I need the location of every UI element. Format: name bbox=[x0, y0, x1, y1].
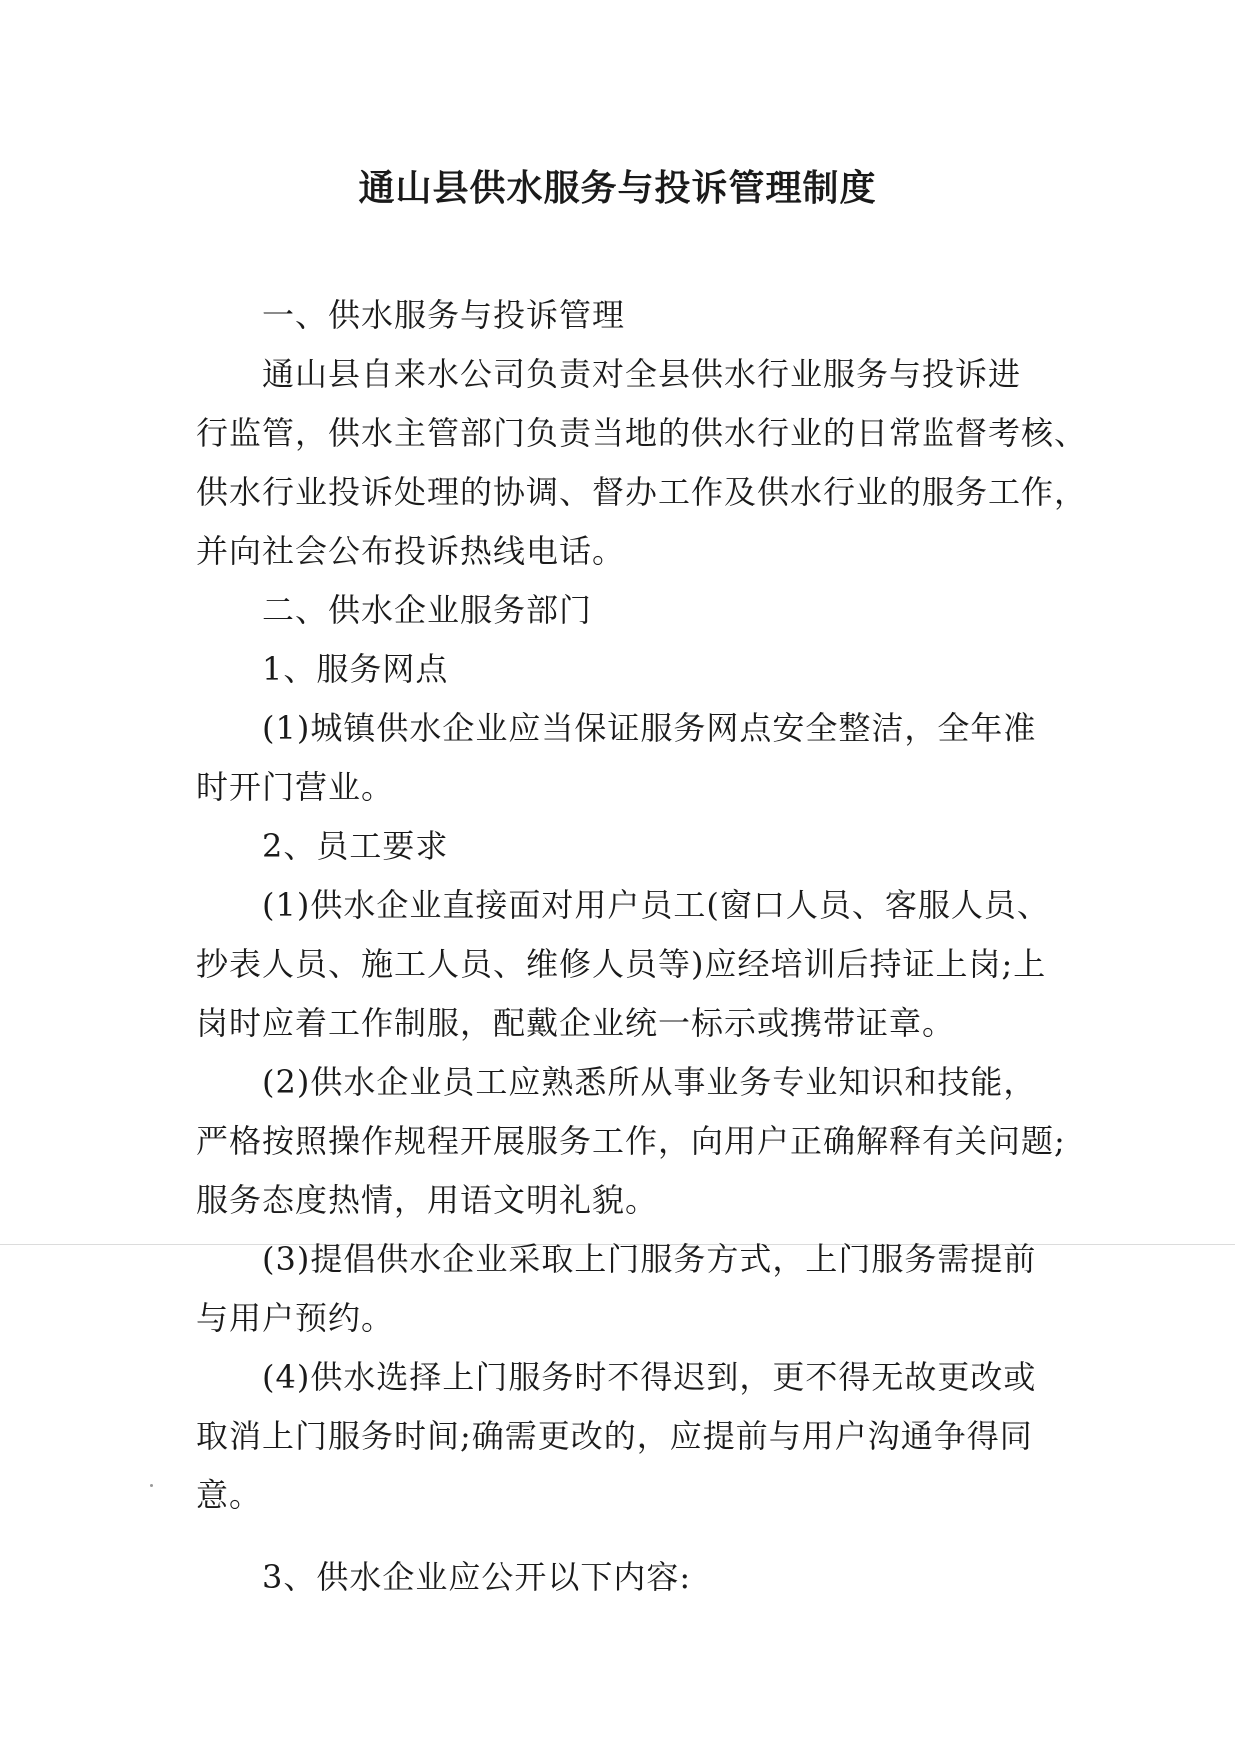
paragraph-line: (1)供水企业直接面对用户员工(窗口人员、客服人员、 bbox=[262, 886, 1050, 924]
paragraph-line: 岗时应着工作制服，配戴企业统一标示或携带证章。 bbox=[196, 1004, 956, 1042]
document-title: 通山县供水服务与投诉管理制度 bbox=[358, 167, 877, 209]
paragraph-line: 服务态度热情，用语文明礼貌。 bbox=[196, 1181, 659, 1219]
paragraph-line: 取消上门服务时间;确需更改的，应提前与用户沟通争得同 bbox=[196, 1417, 1033, 1455]
paragraph-line: 时开门营业。 bbox=[196, 768, 395, 806]
subheading-disclosure: 3、供水企业应公开以下内容: bbox=[262, 1558, 692, 1596]
paragraph-line: (1)城镇供水企业应当保证服务网点安全整洁，全年准 bbox=[262, 709, 1037, 747]
paragraph-line: 并向社会公布投诉热线电话。 bbox=[196, 532, 626, 570]
subheading-staff-requirements: 2、员工要求 bbox=[262, 827, 449, 865]
paragraph-line: 意。 bbox=[196, 1476, 263, 1514]
paragraph-line: 抄表人员、施工人员、维修人员等)应经培训后持证上岗;上 bbox=[196, 945, 1047, 983]
paragraph-line: 行监管，供水主管部门负责当地的供水行业的日常监督考核、 bbox=[196, 414, 1088, 452]
paragraph-line: 严格按照操作规程开展服务工作，向用户正确解释有关问题; bbox=[196, 1122, 1066, 1160]
paragraph-line: 供水行业投诉处理的协调、督办工作及供水行业的服务工作， bbox=[196, 473, 1088, 511]
paragraph-line: 与用户预约。 bbox=[196, 1299, 395, 1337]
paragraph-line: 通山县自来水公司负责对全县供水行业服务与投诉进 bbox=[262, 355, 1022, 393]
paragraph-line: (2)供水企业员工应熟悉所从事业务专业知识和技能， bbox=[262, 1063, 1037, 1101]
subheading-service-outlets: 1、服务网点 bbox=[262, 650, 449, 688]
section-heading-1: 一、供水服务与投诉管理 bbox=[262, 296, 626, 334]
section-heading-2: 二、供水企业服务部门 bbox=[262, 591, 593, 629]
scan-artifact-dot bbox=[150, 1484, 153, 1487]
paragraph-line: (4)供水选择上门服务时不得迟到，更不得无故更改或 bbox=[262, 1358, 1037, 1396]
paragraph-line: (3)提倡供水企业采取上门服务方式，上门服务需提前 bbox=[262, 1240, 1037, 1278]
